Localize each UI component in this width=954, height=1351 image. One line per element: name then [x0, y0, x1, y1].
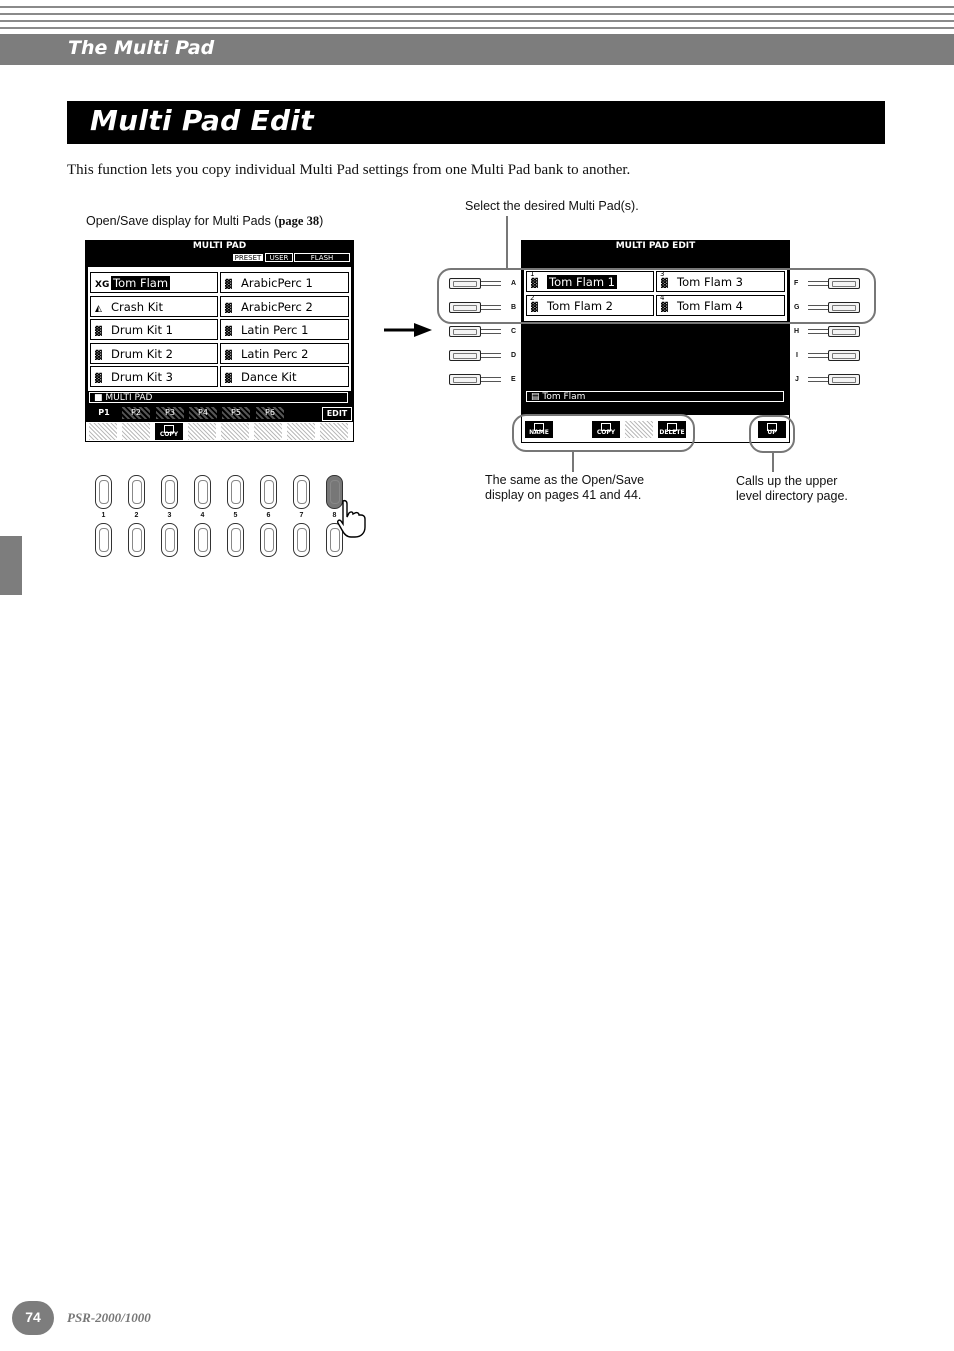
- function-button[interactable]: [320, 423, 348, 440]
- side-label-d: D: [511, 352, 517, 359]
- up-highlight: [749, 415, 795, 453]
- slot-label: Tom Flam: [113, 276, 169, 290]
- slot-label: Drum Kit 1: [111, 323, 173, 337]
- page-p3[interactable]: P3: [156, 407, 184, 419]
- button-connector: [808, 377, 828, 382]
- path-bar: [526, 391, 784, 402]
- slot-label: Tom Flam 1: [549, 275, 615, 289]
- slot-arabicperc-1[interactable]: [220, 272, 349, 293]
- key-inner: [165, 480, 175, 504]
- slot-latin-perc-1[interactable]: [220, 319, 349, 340]
- side-button-c[interactable]: [449, 326, 481, 337]
- button-number: 6: [266, 512, 271, 519]
- side-button-e[interactable]: [449, 374, 481, 385]
- up-key[interactable]: [227, 475, 244, 509]
- leader-line: [572, 452, 574, 472]
- slot-label: Latin Perc 1: [241, 323, 309, 337]
- slot-number: 3: [660, 271, 665, 278]
- function-highlight: [512, 414, 695, 452]
- same-as-caption: [485, 473, 644, 503]
- button-connector: [808, 353, 828, 358]
- up-key[interactable]: [95, 475, 112, 509]
- page-p4[interactable]: P4: [189, 407, 217, 419]
- key-inner: [132, 480, 142, 504]
- key-inner: [165, 528, 175, 552]
- number-button-3[interactable]: [161, 475, 178, 557]
- slot-tom-flam[interactable]: [90, 272, 218, 293]
- down-key[interactable]: [194, 523, 211, 557]
- chapter-tab: [0, 536, 22, 595]
- down-key[interactable]: [227, 523, 244, 557]
- slot-latin-perc-2[interactable]: [220, 343, 349, 364]
- open-save-screen: [85, 240, 354, 442]
- slot-dance-kit[interactable]: [220, 366, 349, 387]
- up-key[interactable]: [194, 475, 211, 509]
- arrow-icon: [384, 322, 434, 338]
- key-inner: [297, 528, 307, 552]
- key-inner: [297, 480, 307, 504]
- drum-icon: ▓: [531, 279, 538, 289]
- open-save-caption: [86, 214, 323, 229]
- function-button[interactable]: [221, 423, 249, 440]
- path-label: Tom Flam: [542, 392, 586, 402]
- slot-label: ArabicPerc 1: [241, 276, 313, 290]
- drum-icon: ▓: [95, 351, 102, 361]
- button-connector: [481, 329, 501, 334]
- number-button-4[interactable]: [194, 475, 211, 557]
- key-inner: [132, 528, 142, 552]
- button-number: 8: [332, 512, 337, 519]
- slot-label: ArabicPerc 2: [241, 300, 313, 314]
- button-number: 7: [299, 512, 304, 519]
- slot-label: Tom Flam 4: [677, 299, 743, 313]
- side-button-d[interactable]: [449, 350, 481, 361]
- button-connector: [481, 377, 501, 382]
- leader-line: [506, 216, 508, 268]
- down-key[interactable]: [161, 523, 178, 557]
- folder-icon: ■: [94, 393, 106, 403]
- slot-number: 2: [530, 295, 535, 302]
- tab-flash[interactable]: FLASH: [294, 253, 350, 262]
- delete-label: DELETE: [659, 429, 685, 436]
- function-bar: [86, 421, 353, 441]
- page-title: Multi Pad Edit: [90, 104, 314, 137]
- drum-icon: ▓: [95, 374, 102, 384]
- side-label-g: G: [794, 304, 800, 311]
- side-label-j: J: [795, 376, 799, 383]
- key-inner: [198, 480, 208, 504]
- select-pads-caption: Select the desired Multi Pad(s).: [465, 199, 639, 213]
- function-button[interactable]: [89, 423, 117, 440]
- leader-line: [772, 453, 774, 472]
- drum-icon: ▓: [661, 303, 668, 313]
- button-connector: [481, 353, 501, 358]
- slot-area: [88, 267, 351, 391]
- number-button-7[interactable]: [293, 475, 310, 557]
- drum-icon: ▓: [661, 279, 668, 289]
- slot-crash-kit[interactable]: [90, 296, 218, 317]
- number-button-1[interactable]: [95, 475, 112, 557]
- slot-drum-kit-2[interactable]: [90, 343, 218, 364]
- slot-drum-kit-3[interactable]: [90, 366, 218, 387]
- drum-icon: ▓: [95, 327, 102, 337]
- key-inner: [231, 528, 241, 552]
- caption-line: display on pages 41 and 44.: [485, 488, 642, 502]
- page-p6[interactable]: P6: [256, 407, 284, 419]
- slot-label: Tom Flam 2: [547, 299, 613, 313]
- header-stripe: [0, 13, 954, 15]
- down-key[interactable]: [293, 523, 310, 557]
- copy-icon: [164, 425, 174, 433]
- header-stripe: [0, 6, 954, 8]
- copy-button[interactable]: [155, 423, 183, 440]
- number-button-row: [95, 475, 385, 565]
- up-label: UP: [767, 429, 777, 436]
- name-label: NAME: [529, 429, 549, 436]
- section-title: The Multi Pad: [68, 37, 215, 59]
- button-number: 4: [200, 512, 205, 519]
- caption-prefix: Open/Save display for Multi Pads (: [86, 214, 279, 228]
- tab-preset[interactable]: PRESET: [232, 253, 264, 262]
- slot-label: Drum Kit 2: [111, 347, 173, 361]
- side-label-c: C: [511, 328, 517, 335]
- side-label-f: F: [794, 280, 799, 287]
- key-inner: [99, 480, 109, 504]
- key-inner: [264, 480, 274, 504]
- side-label-e: E: [511, 376, 516, 383]
- number-button-2[interactable]: [128, 475, 145, 557]
- side-label-b: B: [511, 304, 517, 311]
- edit-button[interactable]: EDIT: [322, 407, 352, 421]
- slot-label: Dance Kit: [241, 370, 297, 384]
- model-name: PSR-2000/1000: [67, 1310, 151, 1325]
- pointing-hand-icon: [335, 499, 375, 539]
- side-button-h[interactable]: [828, 326, 860, 337]
- header-stripe: [0, 20, 954, 22]
- xg-icon: XG: [95, 280, 110, 290]
- pad-selection-highlight: [437, 268, 876, 324]
- slot-label: Tom Flam 3: [677, 275, 743, 289]
- side-label-i: I: [796, 352, 798, 359]
- key-inner: [198, 528, 208, 552]
- cymbal-icon: ◭: [95, 304, 102, 314]
- up-key[interactable]: [128, 475, 145, 509]
- down-key[interactable]: [128, 523, 145, 557]
- function-button[interactable]: [122, 423, 150, 440]
- drum-icon: ▓: [531, 303, 538, 313]
- slot-arabicperc-2[interactable]: [220, 296, 349, 317]
- up-key[interactable]: [293, 475, 310, 509]
- copy-label: COPY: [596, 429, 616, 436]
- key-inner: [264, 528, 274, 552]
- caption-suffix: ): [319, 214, 324, 228]
- key-inner: [231, 480, 241, 504]
- up-key[interactable]: [161, 475, 178, 509]
- page-p1[interactable]: P1: [90, 407, 118, 419]
- number-button-5[interactable]: [227, 475, 244, 557]
- slot-label: Crash Kit: [111, 300, 163, 314]
- button-number: 2: [134, 512, 139, 519]
- drum-icon: ▓: [225, 374, 232, 384]
- button-number: 1: [101, 512, 106, 519]
- tab-user[interactable]: USER: [265, 253, 293, 262]
- screen-title: MULTI PAD: [86, 241, 353, 251]
- function-button[interactable]: [188, 423, 216, 440]
- screen-title: MULTI PAD EDIT: [522, 241, 789, 251]
- drum-icon: ▓: [225, 280, 232, 290]
- page-p5[interactable]: P5: [222, 407, 250, 419]
- slot-number: 1: [530, 271, 535, 278]
- button-number: 3: [167, 512, 172, 519]
- caption-line: Calls up the upper: [736, 474, 838, 488]
- caption-line: The same as the Open/Save: [485, 473, 645, 487]
- page-bar: [86, 405, 353, 421]
- down-key[interactable]: [260, 523, 277, 557]
- button-number: 5: [233, 512, 238, 519]
- key-inner: [99, 528, 109, 552]
- file-icon: ▤: [531, 392, 543, 402]
- calls-up-caption: [736, 474, 848, 504]
- slot-number: 4: [660, 295, 665, 302]
- slot-label: Drum Kit 3: [111, 370, 173, 384]
- drum-icon: ▓: [225, 327, 232, 337]
- side-button-i[interactable]: [828, 350, 860, 361]
- copy-label: COPY: [159, 431, 179, 438]
- drum-icon: ▓: [225, 351, 232, 361]
- down-key[interactable]: [95, 523, 112, 557]
- intro-text: This function lets you copy individual Multi Pad settings from one Multi Pad bank to another.: [67, 162, 631, 178]
- function-button[interactable]: [254, 423, 282, 440]
- drum-icon: ▓: [225, 304, 232, 314]
- path-label: MULTI PAD: [105, 393, 153, 403]
- path-bar: [89, 392, 348, 403]
- function-button[interactable]: [287, 423, 315, 440]
- side-label-h: H: [794, 328, 800, 335]
- slot-label: Latin Perc 2: [241, 347, 309, 361]
- bank-tabs: [232, 253, 352, 263]
- side-label-a: A: [511, 280, 517, 287]
- side-button-j[interactable]: [828, 374, 860, 385]
- up-key[interactable]: [260, 475, 277, 509]
- button-connector: [808, 329, 828, 334]
- slot-drum-kit-1[interactable]: [90, 319, 218, 340]
- page-number: 74: [25, 1309, 41, 1325]
- caption-line: level directory page.: [736, 489, 848, 503]
- number-button-6[interactable]: [260, 475, 277, 557]
- page-reference: page 38: [278, 214, 320, 228]
- header-stripe: [0, 27, 954, 29]
- page-p2[interactable]: P2: [122, 407, 150, 419]
